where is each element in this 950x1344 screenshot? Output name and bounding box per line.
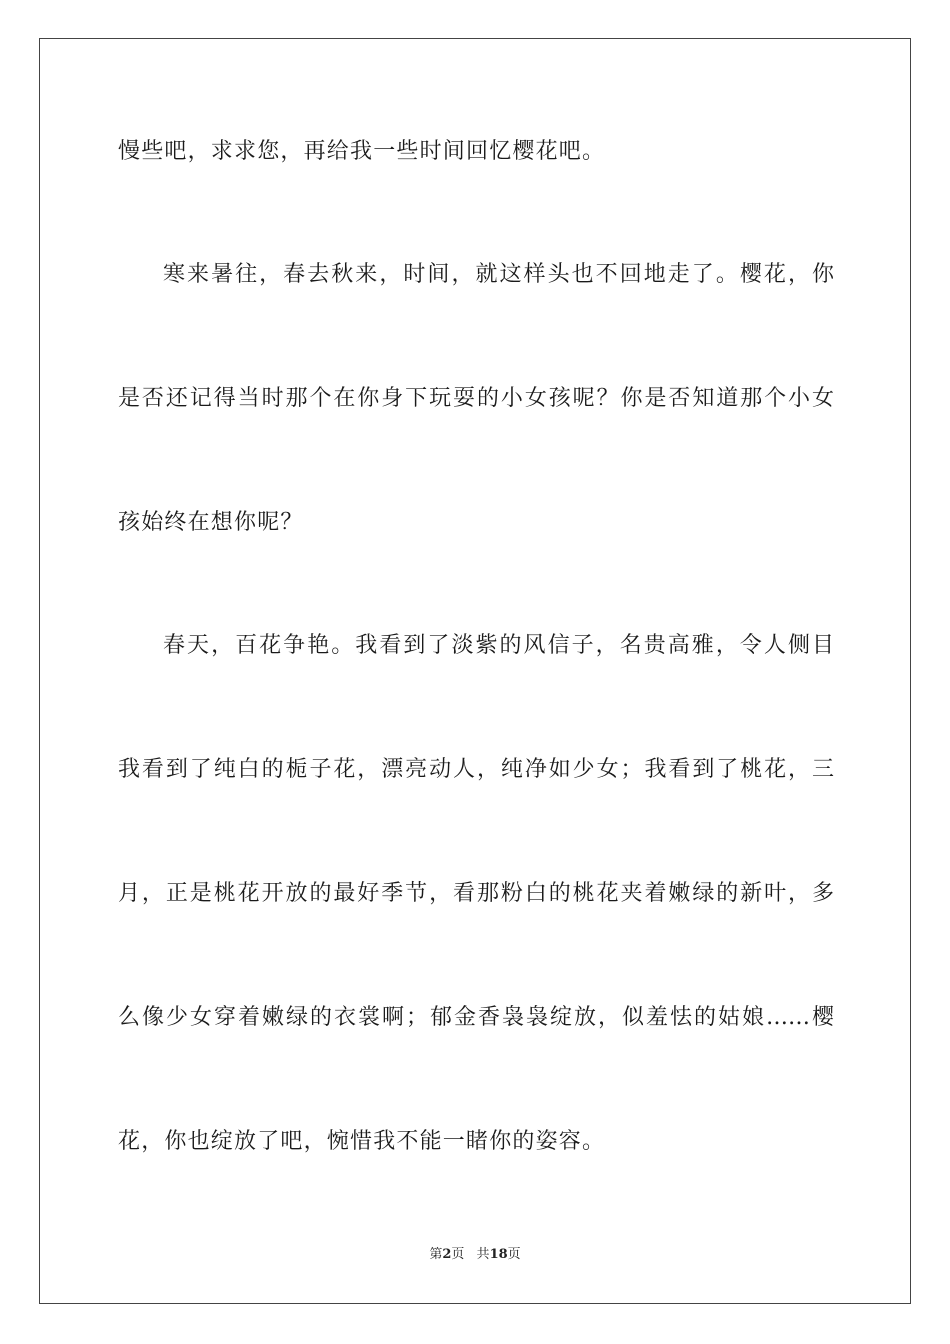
- page-number: 第2页: [429, 1247, 465, 1262]
- text-line-6: 我看到了纯白的栀子花，漂亮动人，纯净如少女；我看到了桃花，三: [118, 757, 834, 782]
- text-line-5: 春天，百花争艳。我看到了淡紫的风信子，名贵高雅，令人侧目: [163, 633, 834, 658]
- text-line-7: 月，正是桃花开放的最好季节，看那粉白的桃花夹着嫩绿的新叶，多: [118, 881, 834, 906]
- text-line-8: 么像少女穿着嫩绿的衣裳啊；郁金香袅袅绽放，似羞怯的姑娘……樱: [118, 1005, 834, 1030]
- page-total: 共18页: [476, 1247, 521, 1262]
- text-line-4: 孩始终在想你呢？: [118, 510, 304, 535]
- text-line-3: 是否还记得当时那个在你身下玩耍的小女孩呢？你是否知道那个小女: [118, 386, 834, 411]
- text-line-1: 慢些吧，求求您，再给我一些时间回忆樱花吧。: [118, 139, 606, 164]
- page-footer: [0, 1246, 950, 1264]
- text-line-2: 寒来暑往，春去秋来，时间，就这样头也不回地走了。樱花，你: [163, 262, 834, 287]
- page-border: [39, 38, 911, 1304]
- text-line-9: 花，你也绽放了吧，惋惜我不能一睹你的姿容。: [118, 1129, 606, 1154]
